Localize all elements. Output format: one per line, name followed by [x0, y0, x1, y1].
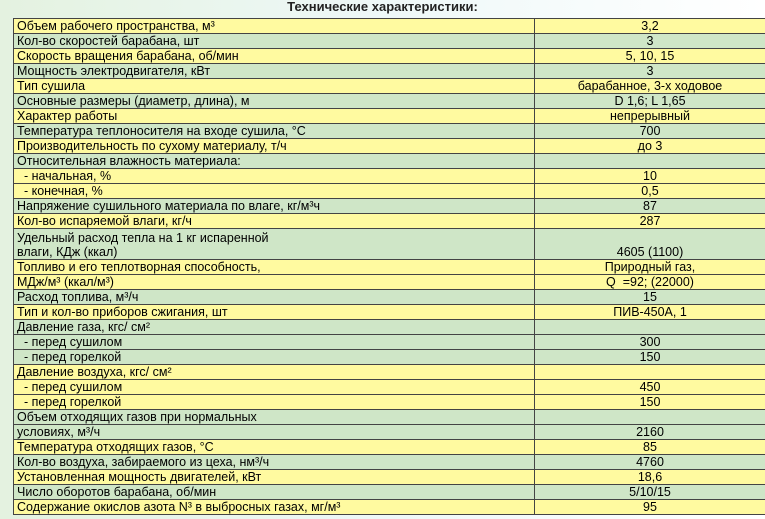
- table-row: [14, 485, 765, 500]
- table-row: [14, 229, 765, 260]
- param-cell: Температура теплоносителя на входе сушила, °С: [14, 124, 535, 139]
- value-cell: Природный газ,: [535, 260, 765, 275]
- value-cell: 150: [535, 395, 765, 410]
- value-cell: 3: [535, 34, 765, 49]
- param-cell: Основные размеры (диаметр, длина), м: [14, 94, 535, 109]
- table-row: [14, 199, 765, 214]
- param-cell: Кол-во воздуха, забираемого из цеха, нм³/ч: [14, 455, 535, 470]
- param-line: Удельный расход тепла на 1 кг испаренной: [17, 231, 269, 245]
- table-row: [14, 79, 765, 94]
- value-cell: 2160: [535, 425, 765, 440]
- table-row: [14, 260, 765, 275]
- table-row: [14, 350, 765, 365]
- table-row: [14, 34, 765, 49]
- param-cell: Кол-во испаряемой влаги, кг/ч: [14, 214, 535, 229]
- table-row: [14, 335, 765, 350]
- table-row: [14, 410, 765, 425]
- value-cell: [535, 154, 765, 169]
- param-cell: Установленная мощность двигателей, кВт: [14, 470, 535, 485]
- param-cell: Объем рабочего пространства, м³: [14, 19, 535, 34]
- value-cell: 0,5: [535, 184, 765, 199]
- value-cell: 5, 10, 15: [535, 49, 765, 64]
- table-row: [14, 455, 765, 470]
- value-cell: 3: [535, 64, 765, 79]
- param-cell: Температура отходящих газов, °С: [14, 440, 535, 455]
- value-cell: 150: [535, 350, 765, 365]
- table-row: [14, 425, 765, 440]
- value-cell: 85: [535, 440, 765, 455]
- param-cell: [14, 229, 535, 260]
- spec-table: [13, 18, 765, 515]
- param-line: влаги, КДж (ккал): [17, 245, 118, 259]
- table-row: [14, 275, 765, 290]
- param-cell: Скорость вращения барабана, об/мин: [14, 49, 535, 64]
- table-row: [14, 184, 765, 199]
- table-row: [14, 139, 765, 154]
- param-cell: Топливо и его теплотворная способность,: [14, 260, 535, 275]
- table-row: [14, 440, 765, 455]
- value-cell: 18,6: [535, 470, 765, 485]
- value-cell: [535, 365, 765, 380]
- value-cell: 300: [535, 335, 765, 350]
- value-cell: D 1,6; L 1,65: [535, 94, 765, 109]
- table-row: [14, 64, 765, 79]
- table-row: [14, 470, 765, 485]
- table-row: [14, 19, 765, 34]
- param-cell: Относительная влажность материала:: [14, 154, 535, 169]
- param-cell: Объем отходящих газов при нормальных: [14, 410, 535, 425]
- table-row: [14, 290, 765, 305]
- value-cell: [535, 320, 765, 335]
- table-row: [14, 320, 765, 335]
- value-cell: непрерывный: [535, 109, 765, 124]
- param-cell: - перед сушилом: [14, 335, 535, 350]
- value-cell: до 3: [535, 139, 765, 154]
- value-cell: 15: [535, 290, 765, 305]
- value-cell: 10: [535, 169, 765, 184]
- param-cell: Кол-во скоростей барабана, шт: [14, 34, 535, 49]
- param-cell: - начальная, %: [14, 169, 535, 184]
- param-cell: Давление газа, кгс/ см²: [14, 320, 535, 335]
- value-cell: ПИВ-450А, 1: [535, 305, 765, 320]
- value-cell: 5/10/15: [535, 485, 765, 500]
- value-cell: [535, 410, 765, 425]
- table-row: [14, 500, 765, 515]
- value-cell: Q =92; (22000): [535, 275, 765, 290]
- page-title: Технические характеристики:: [287, 0, 478, 14]
- value-cell: 87: [535, 199, 765, 214]
- param-cell: Тип сушила: [14, 79, 535, 94]
- table-row: [14, 380, 765, 395]
- param-cell: Расход топлива, м³/ч: [14, 290, 535, 305]
- table-row: [14, 109, 765, 124]
- value-cell: 287: [535, 214, 765, 229]
- param-cell: Число оборотов барабана, об/мин: [14, 485, 535, 500]
- value-cell: барабанное, 3-х ходовое: [535, 79, 765, 94]
- table-row: [14, 395, 765, 410]
- value-cell: 3,2: [535, 19, 765, 34]
- param-cell: МДж/м³ (ккал/м³): [14, 275, 535, 290]
- param-cell: - перед горелкой: [14, 350, 535, 365]
- param-cell: - перед горелкой: [14, 395, 535, 410]
- value-cell: 4760: [535, 455, 765, 470]
- table-row: [14, 124, 765, 139]
- param-cell: Тип и кол-во приборов сжигания, шт: [14, 305, 535, 320]
- param-cell: Давление воздуха, кгс/ см²: [14, 365, 535, 380]
- param-cell: Характер работы: [14, 109, 535, 124]
- param-cell: Производительность по сухому материалу, т/ч: [14, 139, 535, 154]
- table-row: [14, 154, 765, 169]
- table-row: [14, 49, 765, 64]
- table-row: [14, 305, 765, 320]
- table-row: [14, 94, 765, 109]
- param-cell: - конечная, %: [14, 184, 535, 199]
- value-cell: 450: [535, 380, 765, 395]
- table-row: [14, 365, 765, 380]
- param-cell: Напряжение сушильного материала по влаге, кг/м³ч: [14, 199, 535, 214]
- value-cell: 95: [535, 500, 765, 515]
- param-cell: - перед сушилом: [14, 380, 535, 395]
- param-cell: Содержание окислов азота N³ в выбросных газах, мг/м³: [14, 500, 535, 515]
- value-cell: 700: [535, 124, 765, 139]
- param-cell: условиях, м³/ч: [14, 425, 535, 440]
- param-cell: Мощность электродвигателя, кВт: [14, 64, 535, 79]
- table-row: [14, 214, 765, 229]
- table-row: [14, 169, 765, 184]
- value-cell: 4605 (1100): [535, 229, 765, 260]
